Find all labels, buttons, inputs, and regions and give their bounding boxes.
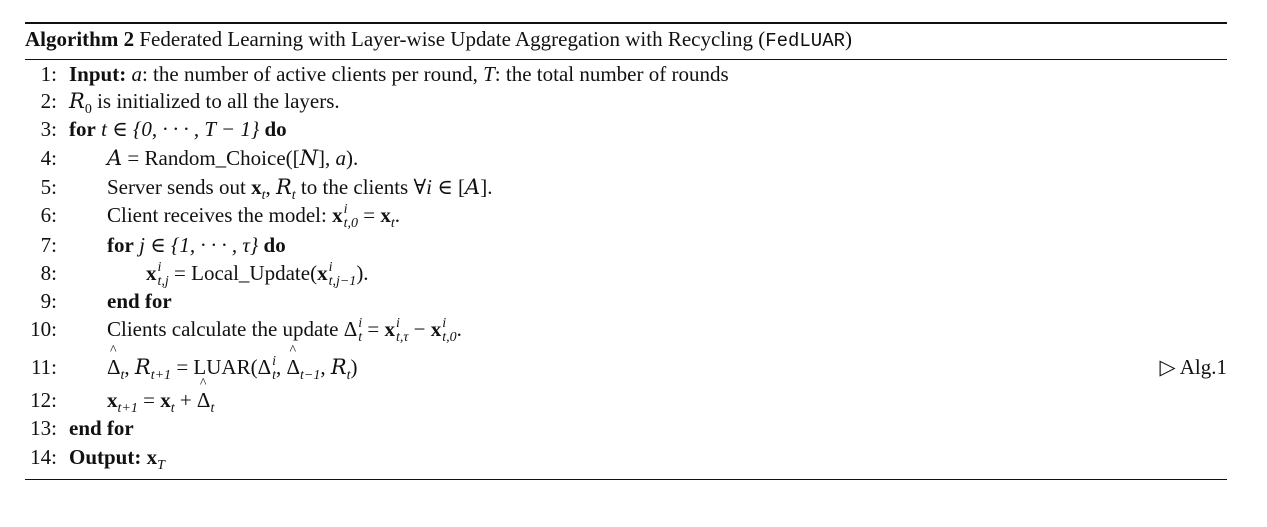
algorithm-title: Federated Learning with Layer-wise Update Aggregation with Recycling ( xyxy=(139,27,766,51)
line-text: Server sends out $x_t$, $R_t$ to the clients ∀i ∈ [A]. xyxy=(107,175,493,204)
line-text: Input: a: the number of active clients per round, T: the total number of rounds xyxy=(69,62,729,86)
line-text: A = Random_Choice([N], a). xyxy=(107,146,359,170)
line-text: Output: $x_T$ xyxy=(69,445,165,474)
line-text: end for xyxy=(107,289,172,313)
line-text: $R_0$ is initialized to all the layers. xyxy=(69,89,340,118)
line-number: 2: xyxy=(40,89,57,113)
line-number: 8: xyxy=(40,261,57,285)
line-number: 4: xyxy=(40,146,57,170)
line-text: $x_{t+1} = x_t$ + ^ $\Delta_t$ xyxy=(107,388,214,413)
line-number: 14: xyxy=(30,445,57,469)
line-number: 12: xyxy=(30,388,57,412)
line-number: 10: xyxy=(30,317,57,341)
bottom-rule xyxy=(25,479,1227,480)
line-text: ^ $\Delta_t$, $R_{t+1}$ = LUAR(Δ i t , ^ $\Delta_{t-1}$, $R_t$) xyxy=(107,355,358,383)
caption-rule xyxy=(25,59,1227,60)
line-number: 3: xyxy=(40,117,57,141)
line-number: 7: xyxy=(40,233,57,257)
algorithm-name: FedLUAR xyxy=(765,30,846,52)
line-number: 9: xyxy=(40,289,57,313)
line-text: for j ∈ {1, · · · , τ} do xyxy=(107,233,286,257)
top-rule xyxy=(25,22,1227,24)
line-number: 11: xyxy=(30,355,57,379)
line-number: 5: xyxy=(40,175,57,199)
algorithm-label: Algorithm 2 xyxy=(25,27,135,51)
line-text: end for xyxy=(69,416,134,440)
line-text: Client receives the model: x i t,0 = $x_t$. xyxy=(107,202,400,232)
algorithm-caption: Algorithm 2 Federated Learning with Layer-wise Update Aggregation with Recycling (FedLUAR) xyxy=(25,27,853,52)
line-number: 1: xyxy=(40,62,57,86)
line-text: x i t,j = Local_Update(x i t,j−1 ). xyxy=(146,260,369,290)
line-number: 6: xyxy=(40,203,57,227)
line-text: for t ∈ {0, · · · , T − 1} do xyxy=(69,117,287,141)
line-text: Clients calculate the update Δ i t = x i t,τ − x i t,0 . xyxy=(107,316,462,346)
algorithm-reference-comment: ▷ Alg.1 xyxy=(1159,355,1227,379)
line-number: 13: xyxy=(30,416,57,440)
